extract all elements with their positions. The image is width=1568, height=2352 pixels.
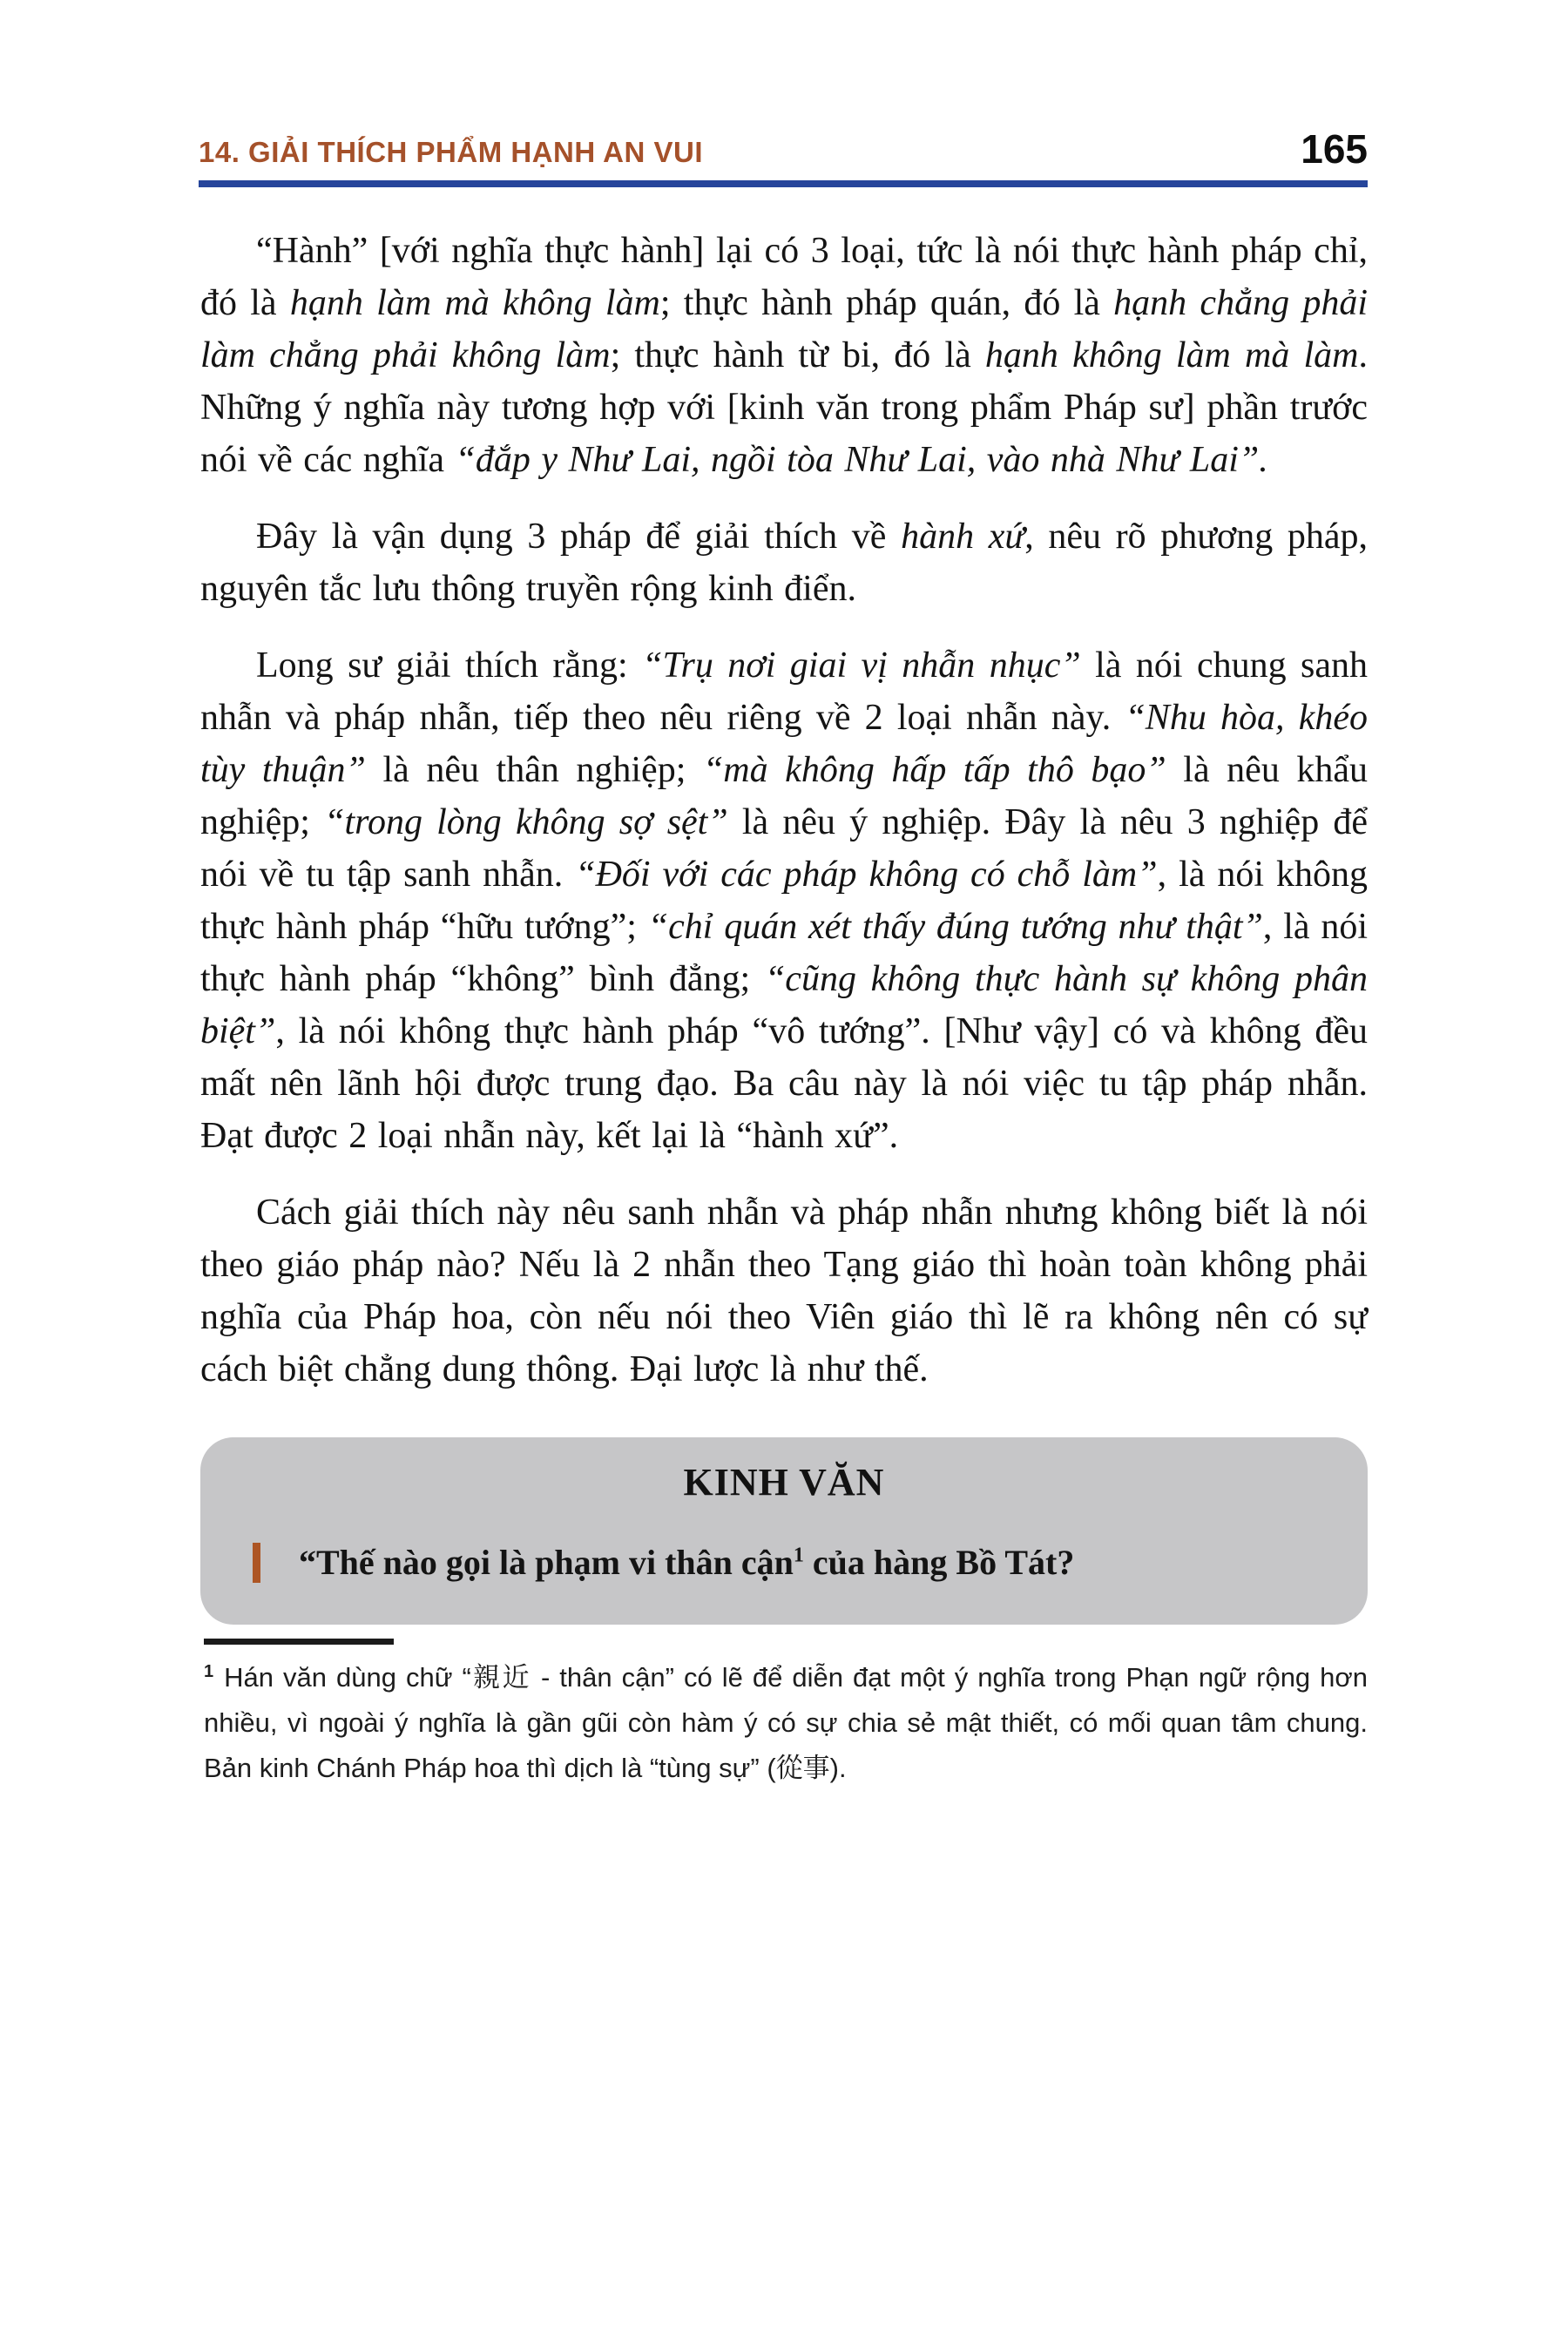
text-run-italic: hạnh làm mà không làm — [289, 283, 660, 323]
text-run: . Những ý nghĩa này tương hợp với [kinh văn trong phẩm Pháp sư] phần trước nói về các nghĩa — [200, 335, 1368, 480]
page-header — [199, 126, 1368, 187]
body-paragraph — [200, 510, 1368, 615]
text-run: ; thực hành từ bi, đó là — [610, 335, 985, 375]
quote-text-prefix: “Thế nào gọi là phạm vi thân cận — [299, 1543, 794, 1582]
text-run-italic: “đắp y Như Lai, ngồi tòa Như Lai, vào nhà Như Lai”. — [455, 440, 1268, 480]
text-run: là nêu khẩu nghiệp; — [200, 750, 1369, 842]
text-run-italic: “cũng không thực hành sự không phân biệt” — [200, 959, 1368, 1051]
text-run: Đây là vận dụng 3 pháp để giải thích về — [256, 517, 902, 557]
footnote-marker: 1 — [204, 1661, 214, 1681]
kinh-van-quote — [299, 1539, 1074, 1586]
footnote-separator — [204, 1639, 394, 1645]
text-run: “Hành” [với nghĩa thực hành] lại có 3 loại, tức là nói thực hành pháp chỉ, đó là — [200, 231, 1368, 323]
text-run: , là nói thực hành pháp “không” bình đẳng; — [200, 907, 1369, 999]
text-run: ; thực hành pháp quán, đó là — [659, 283, 1114, 323]
text-run: là nói chung sanh nhẫn và pháp nhẫn, tiếp theo nêu riêng về 2 loại nhẫn này. — [200, 645, 1368, 738]
text-run: là nêu thân nghiệp; — [365, 750, 703, 790]
header-rule — [199, 180, 1368, 187]
text-run-italic: hạnh không làm mà làm — [984, 335, 1359, 375]
text-run: , là nói không thực hành pháp “vô tướng”. [Như vậy] có và không đều mất nên lãnh hội được trung đạo. Ba câu này là nói việc tu tập pháp nhẫn. Đạt được 2 loại nhẫn này, kết lại là “hành xứ”. — [200, 1011, 1368, 1156]
body-paragraphs — [200, 225, 1368, 1396]
text-run-italic: “Nhu hòa, khéo tùy thuận” — [200, 698, 1368, 790]
quote-accent-bar — [253, 1543, 260, 1583]
text-column — [200, 225, 1368, 1791]
text-run: Cách giải thích này nêu sanh nhẫn và pháp nhẫn nhưng không biết là nói theo giáo pháp nào? Nếu là 2 nhẫn theo Tạng giáo thì hoàn toàn không phải nghĩa của Pháp hoa, còn nếu nói theo Viên giáo thì lẽ ra không nên có sự cách biệt chẳng dung thông. Đại lược là như thế. — [200, 1193, 1368, 1389]
text-run: , là nói không thực hành pháp “hữu tướng”; — [200, 855, 1368, 947]
text-run: Long sư giải thích rằng: — [256, 645, 643, 686]
text-run-italic: hạnh chẳng phải làm chẳng phải không làm — [200, 283, 1369, 375]
text-run: là nêu ý nghiệp. Đây là nêu 3 nghiệp để nói về tu tập sanh nhẫn. — [200, 802, 1369, 895]
header-row — [199, 126, 1368, 172]
text-run-italic: “mà không hấp tấp thô bạo” — [702, 750, 1166, 790]
footnote — [200, 1655, 1368, 1791]
kinh-van-quote-row — [239, 1539, 1329, 1586]
text-run-italic: “chỉ quán xét thấy đúng tướng như thật” — [647, 907, 1263, 947]
quote-text-suffix: của hàng Bồ Tát? — [803, 1543, 1075, 1582]
text-run-italic: “Đối với các pháp không có chỗ làm” — [575, 855, 1158, 895]
body-paragraph — [200, 225, 1368, 486]
running-title: 14. GIẢI THÍCH PHẨM HẠNH AN VUI — [199, 136, 703, 168]
text-run-italic: “Trụ nơi giai vị nhẫn nhục” — [642, 645, 1081, 686]
text-run-italic: “trong lòng không sợ sệt” — [324, 802, 728, 842]
body-paragraph — [200, 1186, 1368, 1396]
footnote-text: Hán văn dùng chữ “親近 - thân cận” có lẽ để diễn đạt một ý nghĩa trong Phạn ngữ rộng hơn nhiều, vì ngoài ý nghĩa là gần gũi còn hàm ý có sự chia sẻ mật thiết, có mối quan tâm chung. Bản kinh Chánh Pháp hoa thì dịch là “tùng sự” (從事). — [204, 1662, 1368, 1783]
text-run: , nêu rõ phương pháp, nguyên tắc lưu thông truyền rộng kinh điển. — [200, 517, 1368, 609]
kinh-van-title: KINH VĂN — [683, 1461, 885, 1504]
page-number: 165 — [1301, 126, 1368, 172]
text-run-italic: hành xứ — [901, 517, 1025, 557]
footnote-ref: 1 — [793, 1544, 804, 1567]
body-paragraph — [200, 639, 1368, 1162]
kinh-van-box — [200, 1437, 1368, 1625]
